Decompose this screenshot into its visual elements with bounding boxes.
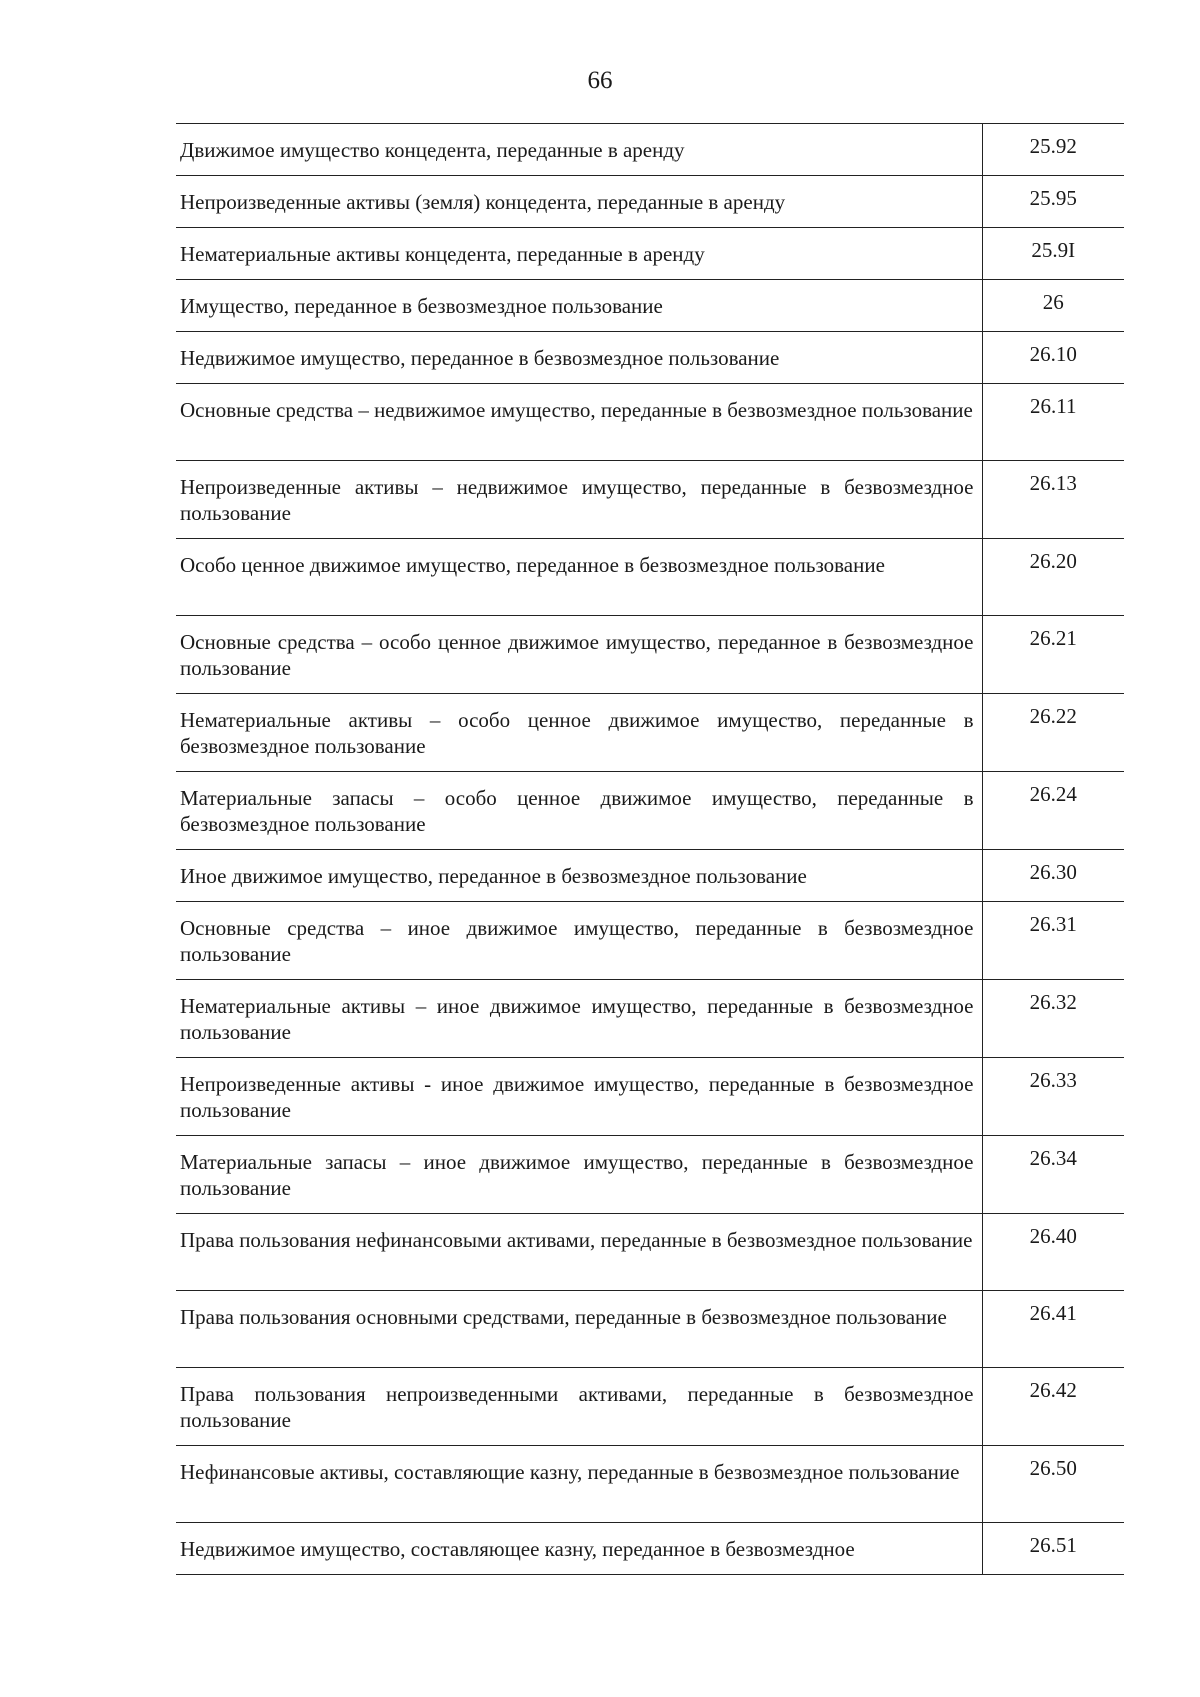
account-code-cell: 26.34 [1029, 1146, 1077, 1170]
account-name-cell: Непроизведенные активы – недвижимое имущество, переданные в безвозмездное пользование [176, 461, 982, 539]
account-name-cell: Имущество, переданное в безвозмездное пользование [176, 280, 982, 332]
account-name-cell: Иное движимое имущество, переданное в безвозмездное пользование [176, 850, 982, 902]
account-name-cell: Нематериальные активы – особо ценное движимое имущество, переданные в безвозмездное пользование [176, 694, 982, 772]
table-row [176, 1446, 1124, 1523]
account-name-cell: Материальные запасы – особо ценное движимое имущество, переданные в безвозмездное пользование [176, 772, 982, 850]
account-name-cell: Непроизведенные активы (земля) концедента, переданные в аренду [176, 176, 982, 228]
account-code-cell: 25.95 [1029, 186, 1077, 210]
account-name-cell: Нефинансовые активы, составляющие казну, переданные в безвозмездное пользование [176, 1446, 982, 1523]
account-code-cell: 26.32 [1029, 990, 1077, 1014]
account-name-cell: Нематериальные активы – иное движимое имущество, переданные в безвозмездное пользование [176, 980, 982, 1058]
account-code-cell: 26.30 [1029, 860, 1077, 884]
account-code-cell: 25.92 [1029, 134, 1077, 158]
account-code-cell: 26.33 [1029, 1068, 1077, 1092]
account-code-cell: 26.41 [1029, 1301, 1077, 1325]
account-code-cell: 26.21 [1029, 626, 1077, 650]
account-code-cell: 26.22 [1029, 704, 1077, 728]
account-code-cell: 26.20 [1029, 549, 1077, 573]
table-row [176, 1368, 1124, 1446]
account-name-cell: Права пользования нефинансовыми активами, переданные в безвозмездное пользование [176, 1214, 982, 1291]
account-code-cell: 26.51 [1029, 1533, 1077, 1557]
table-row [176, 461, 1124, 539]
table-row [176, 980, 1124, 1058]
account-code-cell: 25.9I [1031, 238, 1076, 262]
table-row [176, 772, 1124, 850]
table-row [176, 124, 1124, 176]
table-row [176, 332, 1124, 384]
table-row [176, 280, 1124, 332]
account-name-cell: Основные средства – иное движимое имущество, переданные в безвозмездное пользование [176, 902, 982, 980]
account-name-cell: Материальные запасы – иное движимое имущество, переданные в безвозмездное пользование [176, 1136, 982, 1214]
account-code-cell: 26.42 [1029, 1378, 1077, 1402]
account-name-cell: Основные средства – недвижимое имущество, переданные в безвозмездное пользование [176, 384, 982, 461]
account-name-cell: Нематериальные активы концедента, переданные в аренду [176, 228, 982, 280]
account-code-cell: 26.31 [1029, 912, 1077, 936]
table-row [176, 539, 1124, 616]
table-row [176, 850, 1124, 902]
account-code-cell: 26 [1042, 290, 1064, 314]
account-code-cell: 26.40 [1029, 1224, 1077, 1248]
table-row [176, 384, 1124, 461]
table-row [176, 1291, 1124, 1368]
table-row [176, 176, 1124, 228]
account-code-cell: 26.50 [1029, 1456, 1077, 1480]
page-number: 66 [587, 67, 613, 94]
account-name-cell: Движимое имущество концедента, переданные в аренду [176, 124, 982, 176]
account-name-cell: Права пользования основными средствами, переданные в безвозмездное пользование [176, 1291, 982, 1368]
account-code-cell: 26.24 [1029, 782, 1077, 806]
account-code-cell: 26.10 [1029, 342, 1077, 366]
table-row [176, 1214, 1124, 1291]
table-row [176, 1523, 1124, 1575]
table-row [176, 1136, 1124, 1214]
table-row [176, 228, 1124, 280]
account-code-cell: 26.13 [1029, 471, 1077, 495]
table-row [176, 616, 1124, 694]
table-row [176, 902, 1124, 980]
account-name-cell: Непроизведенные активы - иное движимое имущество, переданные в безвозмездное пользование [176, 1058, 982, 1136]
account-name-cell: Недвижимое имущество, составляющее казну, переданное в безвозмездное [176, 1523, 982, 1575]
account-name-cell: Особо ценное движимое имущество, переданное в безвозмездное пользование [176, 539, 982, 616]
table-row [176, 1058, 1124, 1136]
accounts-table-body [176, 124, 1124, 1575]
account-name-cell: Права пользования непроизведенными активами, переданные в безвозмездное пользование [176, 1368, 982, 1446]
accounts-table [176, 123, 1124, 1575]
table-row [176, 694, 1124, 772]
account-name-cell: Основные средства – особо ценное движимое имущество, переданное в безвозмездное пользование [176, 616, 982, 694]
account-name-cell: Недвижимое имущество, переданное в безвозмездное пользование [176, 332, 982, 384]
account-code-cell: 26.11 [1030, 394, 1077, 418]
